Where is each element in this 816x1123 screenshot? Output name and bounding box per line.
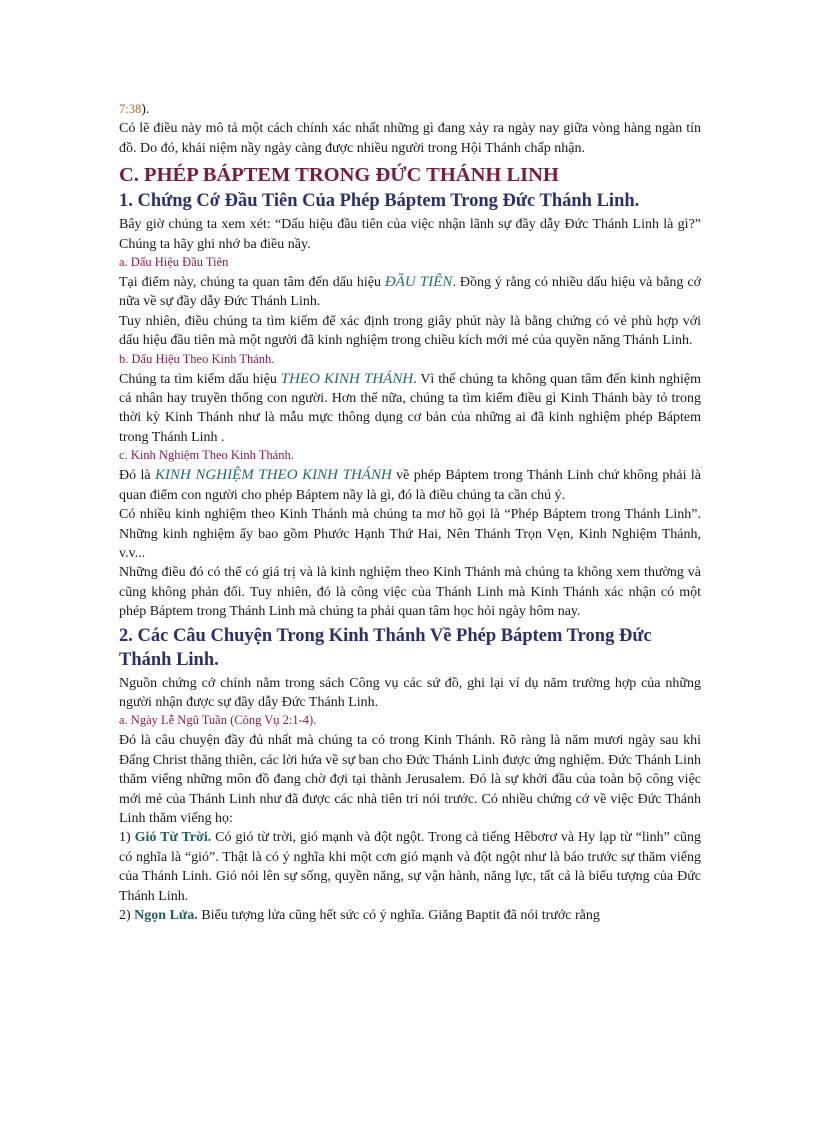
paragraph-8: Những điều đó có thể có giá trị và là kinh nghiệm theo Kinh Thánh mà chúng ta không xem thường và cũng không phản đối. Tuy nhiên, đó là công việc của Thánh Linh mà Kinh Thánh xác nhận có một phép Báptem trong Thánh Linh mà chúng ta phải quan tâm học hỏi ngày hôm nay. <box>119 565 701 620</box>
emphasis-scriptural-experience: KINH NGHIỆM THEO KINH THÁNH <box>154 467 392 484</box>
paragraph-2: Bây giờ chúng ta xem xét: “Dấu hiệu đầu tiên của việc nhận lãnh sự đầy dẫy Đức Thánh Linh là gì?” Chúng ta hãy ghi nhớ ba điều nầy. <box>119 217 701 252</box>
list-item-fire: 2) Ngọn Lửa. Biểu tượng lửa cũng hết sức có ý nghĩa. Giăng Baptit đã nói trước rằng <box>119 908 600 923</box>
section-heading-c: C. PHÉP BÁPTEM TRONG ĐỨC THÁNH LINH <box>119 164 559 187</box>
reference-closing: ). <box>141 102 150 117</box>
paragraph-3: Tại điểm này, chúng ta quan tâm đến dấu hiệu ĐẦU TIÊN. Đồng ý rằng có nhiều dấu hiệu và bằng cớ nữa về sự đầy dẫy Đức Thánh Linh. <box>119 274 701 310</box>
subheading-a: a. Dấu Hiệu Đầu Tiên <box>119 255 229 270</box>
document-page <box>119 100 701 925</box>
list-item-wind: 1) Gió Từ Trời. Có gió từ trời, gió mạnh và đột ngột. Trong cả tiếng Hêbơrơ và Hy lạp từ “linh” cũng có nghĩa là “gió”. Thật là có ý nghĩa khi một cơn gió mạnh và đột ngột như là báo trước sự thăm viếng của Thánh Linh. Gió nói lên sự sống, quyền năng, sự vận hành, năng lực, tất cả là biểu tượng của Đức Thánh Linh. <box>119 830 701 904</box>
emphasis-by-scripture: THEO KINH THÁNH <box>280 370 414 387</box>
keyword-wind: Gió Từ Trời. <box>134 830 212 846</box>
subsection-heading-1: 1. Chứng Cớ Đầu Tiên Của Phép Báptem Trong Đức Thánh Linh. <box>119 191 640 212</box>
paragraph-5: Chúng ta tìm kiếm dấu hiệu THEO KINH THÁNH. Vì thế chúng ta không quan tâm đến kinh nghiệm cá nhân hay truyền thống con người. Hơn thế nữa, chúng ta tìm kiếm điều gì Kinh Thánh bày tỏ trong thời kỳ Kinh Thánh như là mẫu mực thông dụng cơ bản của những ai đã kinh nghiệm phép Báptem trong Thánh Linh . <box>119 370 701 445</box>
paragraph-6: Đó là KINH NGHIỆM THEO KINH THÁNH về phép Báptem trong Thánh Linh chứ không phải là quan điểm con người cho phép Báptem nầy là gì, đó là điều chúng ta cần chú ý. <box>119 467 701 503</box>
paragraph-10: Đó là câu chuyện đầy đủ nhất mà chúng ta có trong Kinh Thánh. Rõ ràng là năm mươi ngày sau khi Đấng Christ thăng thiên, các lời hứa về sự ban cho Đức Thánh Linh được ứng nghiệm. Đức Thánh Linh thăm viếng những môn đồ đang chờ đợi tại thành Jerusalem. Đó là sự khởi đầu của toàn bộ công việc mới mẻ của Thánh Linh như đã được các nhà tiên tri nói trước. Có nhiều chứng cớ về việc Đức Thánh Linh thăm viếng họ: <box>119 733 701 826</box>
scripture-reference[interactable]: 7:38 <box>119 102 142 116</box>
reference-line <box>119 100 701 119</box>
subheading-2a: a. Ngày Lễ Ngũ Tuần (Công Vụ 2:1-4). <box>119 713 317 728</box>
paragraph-7: Có nhiều kinh nghiệm theo Kinh Thánh mà chúng ta mơ hồ gọi là “Phép Báptem trong Thánh Linh”. Những kinh nghiệm ấy bao gồm Phước Hạnh Thứ Hai, Nên Thánh Trọn Vẹn, Kinh Nghiệm Thánh, v.v... <box>119 507 701 561</box>
subsection-heading-2: 2. Các Câu Chuyện Trong Kinh Thánh Về Phép Báptem Trong Đức Thánh Linh. <box>119 625 652 670</box>
subheading-c: c. Kinh Nghiệm Theo Kinh Thánh. <box>119 448 294 463</box>
keyword-fire: Ngọn Lửa. <box>134 908 198 923</box>
emphasis-first-sign: ĐẦU TIÊN <box>384 274 453 291</box>
paragraph-9: Nguồn chứng cớ chính nằm trong sách Công vụ các sứ đồ, ghi lại ví dụ năm trường hợp của những người nhận được sự đầy dẫy Đức Thánh Linh. <box>119 675 701 710</box>
paragraph-1: Có lẽ điều này mô tả một cách chính xác nhất những gì đang xảy ra ngày nay giữa vòng hàng ngàn tín đồ. Do đó, khái niệm nầy ngày càng được nhiều người trong Hội Thánh chấp nhận. <box>119 121 701 156</box>
subheading-b: b. Dấu Hiệu Theo Kinh Thánh. <box>119 351 275 366</box>
paragraph-4: Tuy nhiên, điều chúng ta tìm kiếm để xác định trong giây phút này là bằng chứng có vẻ phù hợp với dấu hiệu đầu tiên mà một người đã kinh nghiệm trong chiều kích mới mẻ của quyền năng Thánh Linh. <box>119 313 701 349</box>
